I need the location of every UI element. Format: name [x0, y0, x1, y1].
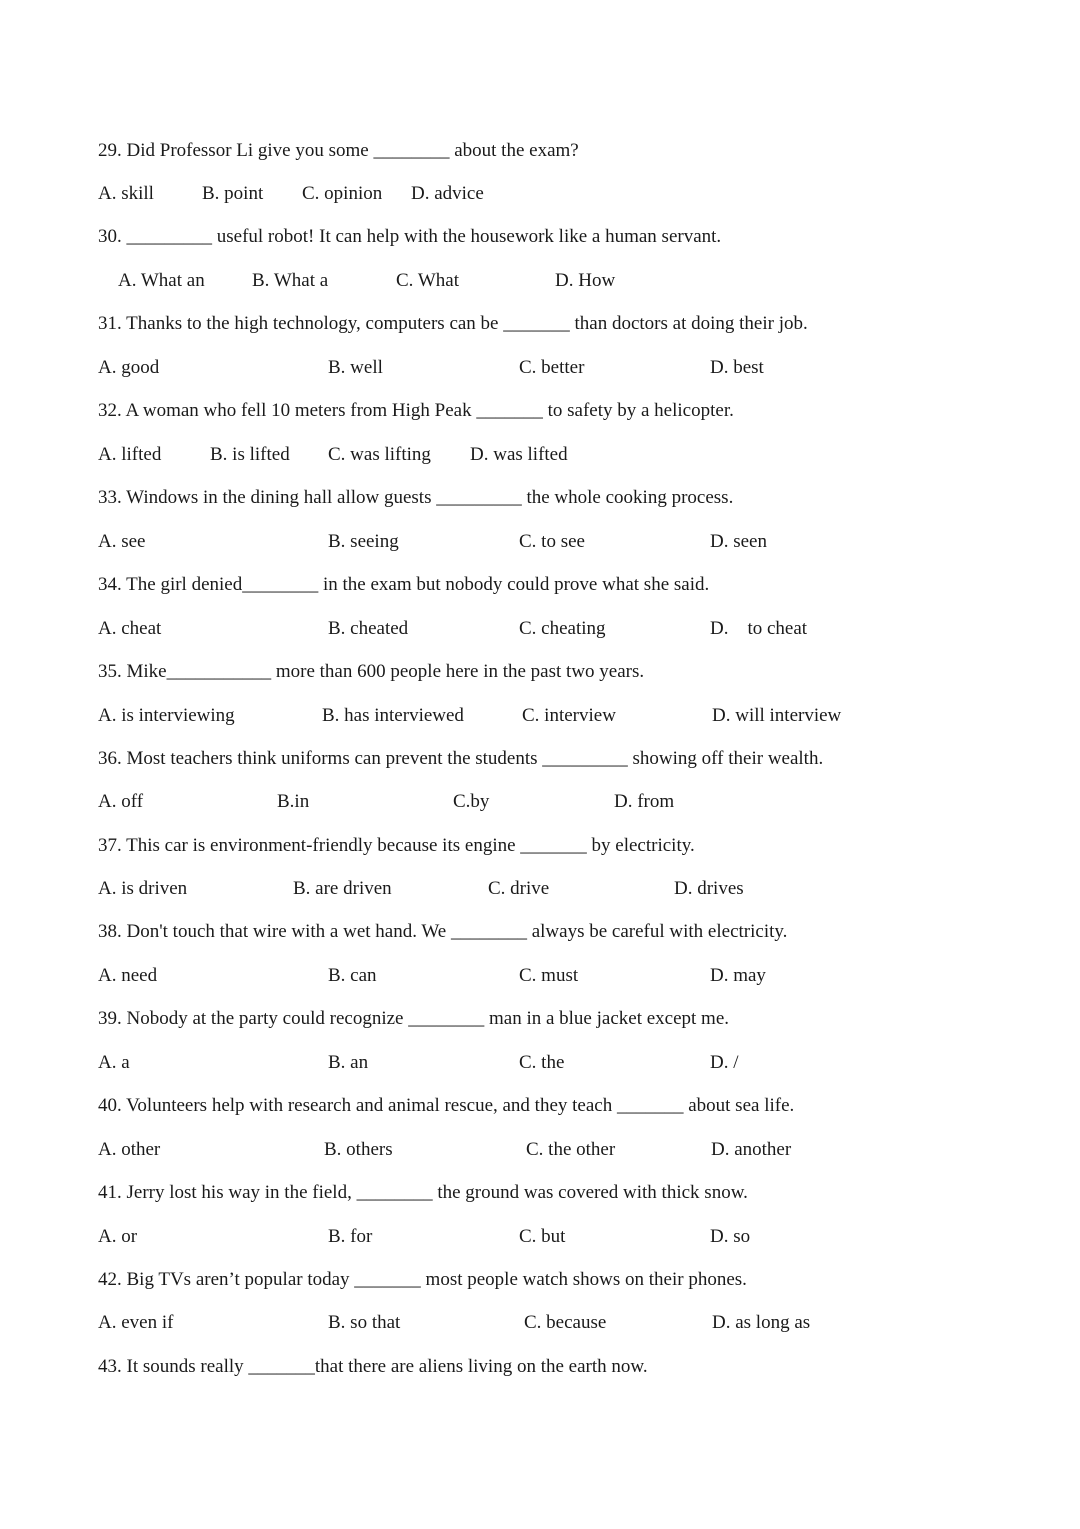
question-41-option-a: A. or: [98, 1226, 138, 1247]
question-41-stem: 41. Jerry lost his way in the field, ________ the ground was covered with thick snow.: [98, 1182, 748, 1203]
question-43-stem: 43. It sounds really _______that there are aliens living on the earth now.: [98, 1356, 648, 1377]
question-29-option-b: B. point: [202, 183, 264, 204]
question-30-option-d: D. How: [555, 270, 616, 291]
question-37-option-b: B. are driven: [293, 878, 392, 899]
question-31-stem: 31. Thanks to the high technology, computers can be _______ than doctors at doing their job.: [98, 313, 808, 334]
question-31-option-b: B. well: [328, 357, 383, 378]
question-30-stem: 30. _________ useful robot! It can help with the housework like a human servant.: [98, 226, 722, 247]
question-29-stem: 29. Did Professor Li give you some ________ about the exam?: [98, 140, 579, 161]
question-35-option-b: B. has interviewed: [322, 705, 464, 726]
question-40-stem: 40. Volunteers help with research and animal rescue, and they teach _______ about sea life.: [98, 1095, 795, 1116]
question-35-option-d: D. will interview: [712, 705, 842, 726]
question-30-option-b: B. What a: [252, 270, 329, 291]
question-40-option-c: C. the other: [526, 1139, 616, 1160]
question-39-option-b: B. an: [328, 1052, 369, 1073]
question-37-option-a: A. is driven: [98, 878, 188, 899]
question-40-option-b: B. others: [324, 1139, 393, 1160]
question-31-option-d: D. best: [710, 357, 764, 378]
question-32-stem: 32. A woman who fell 10 meters from High Peak _______ to safety by a helicopter.: [98, 400, 734, 421]
question-38-option-a: A. need: [98, 965, 158, 986]
question-31-option-c: C. better: [519, 357, 585, 378]
question-30-option-c: C. What: [396, 270, 459, 291]
question-42-option-b: B. so that: [328, 1312, 401, 1333]
question-36-option-c: C.by: [453, 791, 490, 812]
question-33-option-c: C. to see: [519, 531, 585, 552]
question-32-option-b: B. is lifted: [210, 444, 290, 465]
question-39-option-d: D. /: [710, 1052, 739, 1073]
question-32-option-a: A. lifted: [98, 444, 162, 465]
question-29-option-a: A. skill: [98, 183, 154, 204]
question-37-stem: 37. This car is environment-friendly because its engine _______ by electricity.: [98, 835, 695, 856]
question-34-stem: 34. The girl denied________ in the exam but nobody could prove what she said.: [98, 574, 710, 595]
question-36-option-d: D. from: [614, 791, 675, 812]
question-29-option-d: D. advice: [411, 183, 484, 204]
question-37-option-d: D. drives: [674, 878, 744, 899]
question-42-stem: 42. Big TVs aren’t popular today _______ most people watch shows on their phones.: [98, 1269, 747, 1290]
question-32-option-d: D. was lifted: [470, 444, 568, 465]
question-38-option-c: C. must: [519, 965, 579, 986]
question-39-option-c: C. the: [519, 1052, 565, 1073]
question-30-option-a: A. What an: [118, 270, 205, 291]
question-34-option-c: C. cheating: [519, 618, 606, 639]
question-42-option-a: A. even if: [98, 1312, 174, 1333]
question-33-stem: 33. Windows in the dining hall allow guests _________ the whole cooking process.: [98, 487, 734, 508]
question-41-option-b: B. for: [328, 1226, 373, 1247]
question-36-stem: 36. Most teachers think uniforms can prevent the students _________ showing off their wealth.: [98, 748, 824, 769]
question-41-option-c: C. but: [519, 1226, 566, 1247]
question-35-option-a: A. is interviewing: [98, 705, 235, 726]
question-33-option-a: A. see: [98, 531, 146, 552]
question-31-option-a: A. good: [98, 357, 160, 378]
question-29-option-c: C. opinion: [302, 183, 383, 204]
question-33-option-d: D. seen: [710, 531, 767, 552]
question-34-option-b: B. cheated: [328, 618, 409, 639]
question-34-option-a: A. cheat: [98, 618, 162, 639]
question-36-option-a: A. off: [98, 791, 144, 812]
question-34-option-d: D. to cheat: [710, 618, 808, 639]
question-38-option-b: B. can: [328, 965, 377, 986]
question-36-option-b: B.in: [277, 791, 310, 812]
question-32-option-c: C. was lifting: [328, 444, 431, 465]
question-33-option-b: B. seeing: [328, 531, 399, 552]
question-41-option-d: D. so: [710, 1226, 751, 1247]
question-38-option-d: D. may: [710, 965, 766, 986]
question-42-option-c: C. because: [524, 1312, 607, 1333]
question-42-option-d: D. as long as: [712, 1312, 811, 1333]
question-38-stem: 38. Don't touch that wire with a wet hand. We ________ always be careful with electricity.: [98, 921, 788, 942]
question-39-stem: 39. Nobody at the party could recognize ________ man in a blue jacket except me.: [98, 1008, 730, 1029]
question-39-option-a: A. a: [98, 1052, 130, 1073]
question-37-option-c: C. drive: [488, 878, 550, 899]
question-40-option-a: A. other: [98, 1139, 161, 1160]
question-35-stem: 35. Mike___________ more than 600 people here in the past two years.: [98, 661, 645, 682]
question-35-option-c: C. interview: [522, 705, 616, 726]
question-40-option-d: D. another: [711, 1139, 792, 1160]
